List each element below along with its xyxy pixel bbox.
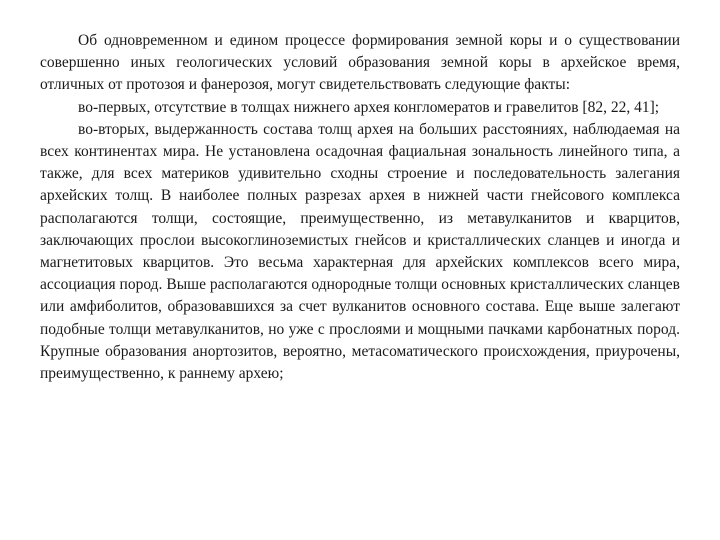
paragraph-intro: Об одновременном и едином процессе формирования земной коры и о существовании совершенно иных геологических условий образования земной коры в архейское время, отличных от протозоя и фанерозоя, могут свидетельствовать следующие факты:: [40, 32, 680, 94]
paragraph-first-fact: во-первых, отсутствие в толщах нижнего архея конгломератов и гравелитов [82, 22, 41];: [78, 98, 660, 116]
document-body: [40, 30, 680, 385]
paragraph-second-fact: во-вторых, выдержанность состава толщ архея на больших расстояниях, наблюдаемая на всех континентах мира. Не установлена осадочная фациальная зональность линейного типа, а также, для всех материков удивительно сходны строение и последовательность залегания архейских толщ. В наиболее полных разрезах архея в нижней части гнейсового комплекса располагаются толщи, состоящие, преимущественно, из метавулканитов и кварцитов, заключающих прослои высокоглиноземистых гнейсов и кристаллических сланцев и иногда и магнетитовых кварцитов. Это весьма характерная для архейских комплексов всего мира, ассоциация пород. Выше располагаются однородные толщи основных кристаллических сланцев или амфиболитов, образовавшихся за счет вулканитов основного состава. Еще выше залегают подобные толщи метавулканитов, но уже с прослоями и мощными пачками карбонатных пород. Крупные образования анортозитов, вероятно, метасоматического происхождения, приурочены, преимущественно, к раннему архею;: [40, 120, 680, 383]
